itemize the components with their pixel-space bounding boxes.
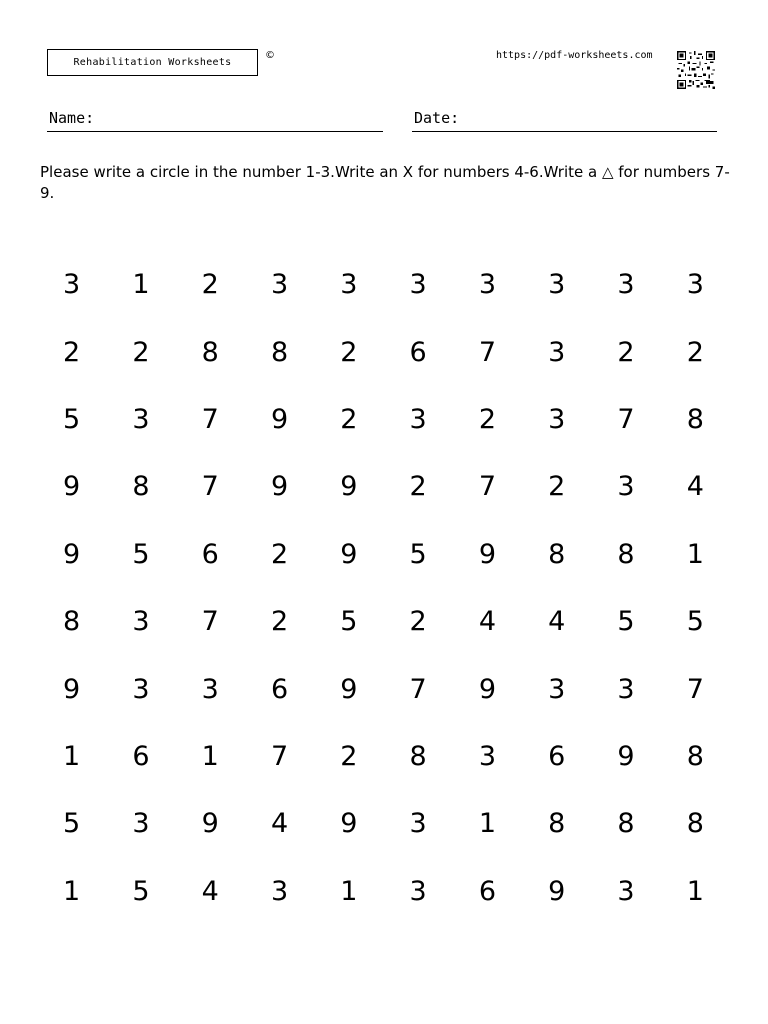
number-cell[interactable]: 3 — [409, 808, 427, 840]
number-cell[interactable]: 3 — [617, 875, 635, 907]
number-cell[interactable]: 9 — [63, 673, 81, 705]
number-cell[interactable]: 5 — [409, 538, 427, 570]
number-cell[interactable]: 3 — [132, 606, 150, 638]
number-cell[interactable]: 9 — [63, 471, 81, 503]
number-cell[interactable]: 5 — [686, 606, 704, 638]
number-cell[interactable]: 5 — [132, 875, 150, 907]
number-cell[interactable]: 9 — [201, 808, 219, 840]
number-cell[interactable]: 8 — [201, 336, 219, 368]
number-cell[interactable]: 9 — [270, 471, 289, 503]
number-cell[interactable]: 3 — [132, 403, 150, 435]
number-cell[interactable]: 1 — [201, 740, 219, 772]
brand-label: Rehabilitation Worksheets — [47, 49, 258, 76]
number-cell[interactable]: 1 — [478, 808, 497, 840]
number-cell[interactable]: 6 — [201, 538, 219, 570]
number-cell[interactable]: 8 — [409, 740, 427, 772]
number-cell[interactable]: 2 — [340, 740, 358, 772]
number-cell[interactable]: 3 — [548, 403, 566, 435]
number-grid — [37, 251, 730, 925]
number-cell[interactable]: 2 — [270, 606, 289, 638]
number-cell[interactable]: 3 — [201, 673, 219, 705]
number-cell[interactable]: 9 — [340, 808, 358, 840]
number-cell[interactable]: 3 — [340, 269, 358, 301]
copyright-symbol: © — [265, 50, 275, 61]
number-cell[interactable]: 6 — [548, 740, 566, 772]
number-cell[interactable]: 2 — [409, 606, 427, 638]
site-url[interactable]: https://pdf-worksheets.com — [496, 50, 653, 61]
number-cell[interactable]: 8 — [270, 336, 289, 368]
number-cell[interactable]: 5 — [63, 403, 81, 435]
number-cell[interactable]: 1 — [63, 875, 81, 907]
qr-code-icon — [677, 51, 715, 89]
number-cell[interactable]: 2 — [270, 538, 289, 570]
number-cell[interactable]: 4 — [478, 606, 497, 638]
number-cell[interactable]: 7 — [617, 403, 635, 435]
date-label: Date: — [414, 109, 460, 127]
number-cell[interactable]: 3 — [478, 740, 497, 772]
number-cell[interactable]: 2 — [548, 471, 566, 503]
number-cell[interactable]: 8 — [617, 538, 635, 570]
number-cell[interactable]: 9 — [548, 875, 566, 907]
name-label: Name: — [49, 109, 95, 127]
date-field[interactable] — [412, 108, 717, 132]
number-cell[interactable]: 3 — [132, 673, 150, 705]
number-cell[interactable]: 3 — [548, 269, 566, 301]
number-cell[interactable]: 3 — [478, 269, 497, 301]
number-cell[interactable]: 2 — [686, 336, 704, 368]
number-cell[interactable]: 2 — [340, 403, 358, 435]
number-cell[interactable]: 3 — [63, 269, 81, 301]
number-cell[interactable]: 2 — [478, 403, 497, 435]
number-cell[interactable]: 3 — [409, 875, 427, 907]
number-cell[interactable]: 7 — [201, 403, 219, 435]
number-cell[interactable]: 3 — [617, 269, 635, 301]
number-cell[interactable]: 9 — [340, 538, 358, 570]
number-cell[interactable]: 6 — [132, 740, 150, 772]
number-cell[interactable]: 9 — [478, 538, 497, 570]
number-cell[interactable]: 3 — [270, 269, 289, 301]
number-cell[interactable]: 9 — [478, 673, 497, 705]
number-cell[interactable]: 6 — [409, 336, 427, 368]
number-cell[interactable]: 2 — [340, 336, 358, 368]
number-cell[interactable]: 8 — [617, 808, 635, 840]
number-cell[interactable]: 1 — [132, 269, 150, 301]
number-cell[interactable]: 9 — [270, 403, 289, 435]
number-cell[interactable]: 8 — [686, 403, 704, 435]
number-cell[interactable]: 7 — [478, 471, 497, 503]
number-cell[interactable]: 2 — [132, 336, 150, 368]
number-cell[interactable]: 8 — [132, 471, 150, 503]
number-cell[interactable]: 8 — [686, 808, 704, 840]
number-cell[interactable]: 6 — [270, 673, 289, 705]
number-cell[interactable]: 2 — [201, 269, 219, 301]
number-cell[interactable]: 9 — [340, 471, 358, 503]
number-cell[interactable]: 5 — [132, 538, 150, 570]
number-cell[interactable]: 5 — [63, 808, 81, 840]
number-cell[interactable]: 4 — [201, 875, 219, 907]
number-cell[interactable]: 8 — [548, 538, 566, 570]
number-cell[interactable]: 3 — [132, 808, 150, 840]
number-cell[interactable]: 7 — [201, 606, 219, 638]
number-cell[interactable]: 5 — [617, 606, 635, 638]
number-cell[interactable]: 2 — [617, 336, 635, 368]
number-cell[interactable]: 9 — [63, 538, 81, 570]
number-cell[interactable]: 3 — [617, 471, 635, 503]
number-cell[interactable]: 5 — [340, 606, 358, 638]
number-cell[interactable]: 6 — [478, 875, 497, 907]
number-cell[interactable]: 1 — [340, 875, 358, 907]
number-cell[interactable]: 4 — [548, 606, 566, 638]
number-cell[interactable]: 7 — [478, 336, 497, 368]
number-cell[interactable]: 8 — [548, 808, 566, 840]
number-cell[interactable]: 3 — [686, 269, 704, 301]
number-cell[interactable]: 2 — [63, 336, 81, 368]
number-cell[interactable]: 3 — [548, 336, 566, 368]
number-cell[interactable]: 3 — [617, 673, 635, 705]
number-cell[interactable]: 9 — [340, 673, 358, 705]
number-cell[interactable]: 7 — [409, 673, 427, 705]
number-cell[interactable]: 3 — [409, 269, 427, 301]
number-cell[interactable]: 3 — [548, 673, 566, 705]
number-cell[interactable]: 1 — [686, 875, 704, 907]
instructions-text: Please write a circle in the number 1-3.Write an X for numbers 4-6.Write a △ for numbers 7-9. — [40, 163, 730, 202]
number-cell[interactable]: 1 — [686, 538, 704, 570]
number-cell[interactable]: 8 — [63, 606, 81, 638]
number-cell[interactable]: 4 — [686, 471, 704, 503]
number-cell[interactable]: 3 — [270, 875, 289, 907]
number-cell[interactable]: 7 — [270, 740, 289, 772]
name-field[interactable] — [47, 108, 383, 132]
number-cell[interactable]: 4 — [270, 808, 289, 840]
number-cell[interactable]: 1 — [63, 740, 81, 772]
number-cell[interactable]: 8 — [686, 740, 704, 772]
number-cell[interactable]: 2 — [409, 471, 427, 503]
number-cell[interactable]: 7 — [201, 471, 219, 503]
number-cell[interactable]: 7 — [686, 673, 704, 705]
number-cell[interactable]: 3 — [409, 403, 427, 435]
number-cell[interactable]: 9 — [617, 740, 635, 772]
